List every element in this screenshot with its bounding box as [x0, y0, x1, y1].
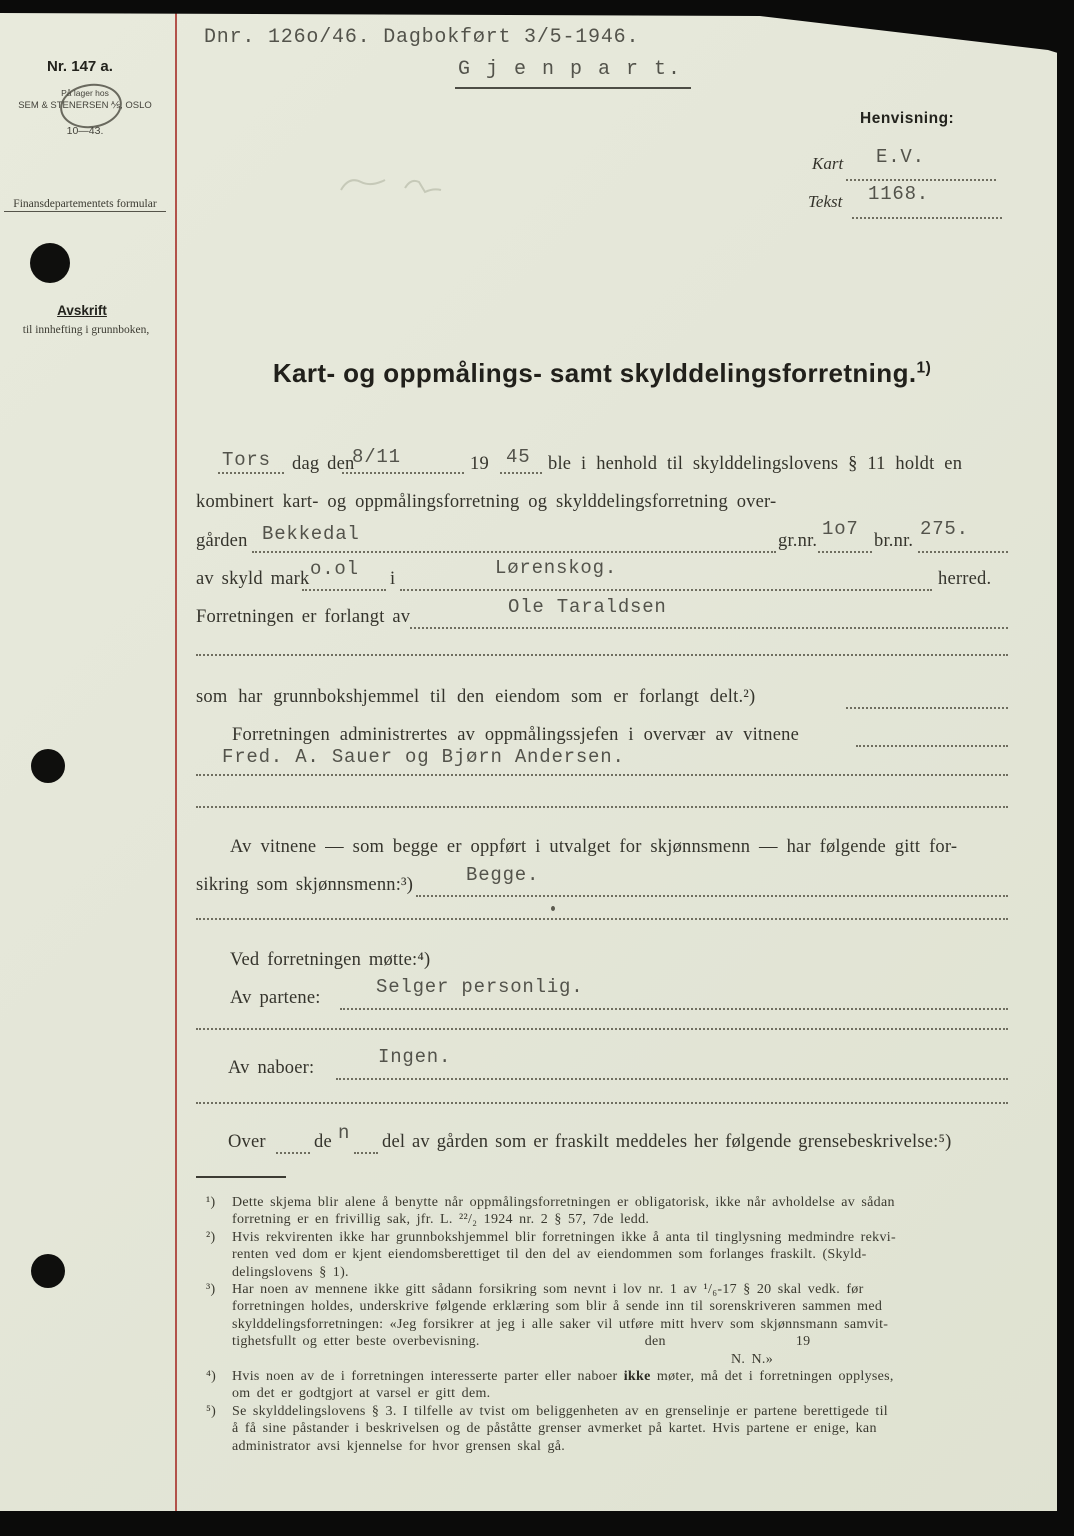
footnote-line: administrator avsi kjennelse for hvor grensen skal gå. [232, 1438, 566, 1454]
reference-tekst-value: 1168. [868, 183, 930, 205]
reference-kart-label: Kart [812, 154, 844, 173]
footnote-line: Har noen av mennene ikke gitt sådann forsikring som nevnt i lov nr. 1 av ¹/₆-17 § 20 skal vedk. før [232, 1282, 864, 1298]
reference-kart-line [846, 179, 996, 181]
witnesses-line [196, 774, 1008, 776]
punch-hole [31, 749, 65, 783]
field-skyld-line [302, 589, 386, 591]
footnote-separator [196, 1176, 286, 1178]
footnote-4 [196, 1368, 1014, 1385]
footnote-bold-word: ikke [623, 1369, 651, 1385]
footnote-3 [196, 1281, 1014, 1298]
footnote-line: forretningen holdes, underskrive følgende erklæring som blir å sende inn til sorenskriveren sammen med [232, 1299, 883, 1315]
field-year-printed: 19 [470, 454, 489, 474]
intro-line1-rest: ble i henhold til skylddelingslovens § 11 holdt en [548, 454, 963, 474]
field-grnr-label: gr.nr. [778, 531, 818, 551]
field-year-value: 45 [506, 446, 531, 468]
copy-sublabel: til innhefting i grunnboken, [22, 324, 150, 336]
copy-label: Avskrift [57, 303, 107, 318]
field-grnr-value: 1o7 [822, 518, 859, 540]
scan-edge-top [0, 0, 1074, 60]
printer-imprint-line1: På lager hos [61, 88, 109, 98]
empty-fill-line [196, 806, 1008, 808]
page-title [196, 358, 1008, 389]
field-requested-line [410, 627, 1008, 629]
partene-value: Selger personlig. [376, 976, 584, 998]
print-code: 10—43. [66, 125, 104, 137]
empty-fill-line [196, 918, 1008, 920]
punch-hole [31, 1254, 65, 1288]
field-herred-value: Lørenskog. [495, 557, 618, 579]
field-skyld-value: o.ol [310, 558, 359, 580]
naboer-fill-line [336, 1078, 1008, 1080]
intro-line2: kombinert kart- og oppmålingsforretning og skylddelingsforretning over- [196, 492, 777, 512]
field-day-value: Tors [222, 449, 271, 471]
hjemmel-fill-line [846, 707, 1008, 709]
footnote-3-closing [196, 1333, 1014, 1350]
footnote-3-signature: N. N.» [731, 1351, 774, 1367]
field-brnr-value: 275. [920, 518, 969, 540]
vitnene-fill-line [416, 895, 1008, 897]
form-number: Nr. 147 a. [47, 58, 113, 75]
partene-label: Av partene: [230, 988, 321, 1008]
footnote-line: om det er godtgjort at varsel er gitt dem. [232, 1386, 491, 1402]
footnote-3-marker: ³) [206, 1282, 216, 1298]
field-date-value: 8/11 [352, 446, 401, 468]
over-label: Over [228, 1132, 266, 1152]
admin-fill-line [856, 745, 1008, 747]
printer-imprint-line2: SEM & STENERSEN ⅍, OSLO [18, 100, 152, 111]
ink-speck [551, 906, 555, 911]
footnote-5 [196, 1403, 1014, 1420]
footnote-5-marker: ⁵) [206, 1403, 217, 1419]
page-title-text: Kart- og oppmålings- samt skylddelingsforretning. [272, 358, 917, 388]
field-skyld-label: av skyld mark [196, 569, 310, 589]
hjemmel-line: som har grunnbokshjemmel til den eiendom som er forlangt delt.²) [196, 687, 756, 707]
field-year-line [500, 472, 542, 474]
footnote-4-marker: ⁴) [206, 1369, 217, 1385]
naboer-value: Ingen. [378, 1046, 452, 1068]
scan-edge-bottom [0, 1511, 1074, 1536]
page-title-footnote-ref: 1) [916, 359, 932, 377]
admin-line: Forretningen administrertes av oppmålingssjefen i overvær av vitnene [232, 725, 799, 745]
field-requested-value: Ole Taraldsen [508, 596, 667, 618]
footnote-2 [196, 1229, 1014, 1246]
over-fill-line2 [354, 1152, 378, 1154]
field-i-label: i [390, 569, 396, 589]
vitnene-line1: Av vitnene — som begge er oppført i utvalget for skjønnsmenn — har følgende gitt for- [230, 837, 958, 857]
footnote-line: forretning er en frivillig sak, jfr. L. ²²/₂ 1924 nr. 2 § 57, 7de ledd. [232, 1212, 650, 1228]
field-garden-line [252, 551, 776, 553]
copy-heading: G j e n p a r t. [458, 58, 683, 81]
vitnene-line2: sikring som skjønnsmenn:³) [196, 875, 414, 895]
empty-fill-line [196, 1102, 1008, 1104]
department-label: Finansdepartementets formular [4, 198, 166, 212]
footnote-line: renten ved dom er kjent eiendomsberettiget til den del av eiendommen som forlanges fraskilt. (Skyld- [232, 1247, 867, 1263]
naboer-label: Av naboer: [228, 1058, 315, 1078]
footnote-line: tighetsfullt og etter beste overbevisning. [232, 1334, 480, 1350]
field-garden-value: Bekkedal [262, 523, 360, 545]
over-fill-line1 [276, 1152, 310, 1154]
footnote-line: å få sine påstander i beskrivelsen og de påståtte grenser avmerket på kartet. Hvis partene er enige, kan [232, 1421, 877, 1437]
copy-heading-underline [455, 87, 691, 89]
footnote-line: Dette skjema blir alene å benytte når oppmålingsforretningen er obligatorisk, ikke når avholdelse av sådan [232, 1195, 895, 1210]
footnotes-block [196, 1194, 1014, 1455]
over-de-label: de [314, 1132, 332, 1152]
field-grnr-line [818, 551, 872, 553]
footnote-line: møter, må det i forretningen opplyses, [650, 1369, 894, 1385]
empty-fill-line [196, 1028, 1008, 1030]
footnote-1 [196, 1194, 1014, 1211]
field-herred-line [400, 589, 932, 591]
footnote-line: skylddelingsforretningen: «Jeg forsikrer at jeg i alle saker vil utføre mitt hverv som skjønnsmann samvit- [232, 1316, 889, 1332]
pencil-annotation [335, 162, 505, 207]
reference-kart-value: E.V. [876, 146, 925, 168]
field-date-line [342, 472, 464, 474]
moette-line: Ved forretningen møtte:⁴) [230, 950, 431, 970]
punch-hole [30, 243, 70, 283]
margin-rule [175, 13, 177, 1512]
field-day-line [218, 472, 284, 474]
footnote-line: Hvis rekvirenten ikke har grunnbokshjemmel blir forretningen ikke å anta til tinglysning medmindre rekvi- [232, 1229, 896, 1245]
footnote-line: Hvis noen av de i forretningen interesserte parter eller naboer [232, 1369, 624, 1385]
reference-tekst-label: Tekst [808, 192, 843, 211]
partene-fill-line [340, 1008, 1008, 1010]
field-garden-label: gården [196, 531, 248, 551]
field-herred-label: herred. [938, 569, 992, 589]
reference-tekst-line [852, 217, 1002, 219]
over-rest: del av gården som er fraskilt meddeles her følgende grensebeskrivelse:⁵) [382, 1132, 952, 1152]
footnote-2-marker: ²) [206, 1229, 216, 1245]
scan-edge-right [1057, 0, 1074, 1536]
over-value: n [338, 1122, 351, 1144]
field-brnr-label: br.nr. [874, 531, 914, 551]
footnote-line: delingslovens § 1). [232, 1264, 349, 1280]
vitnene-value: Begge. [466, 864, 540, 886]
journal-number-line: Dnr. 126o/46. Dagbokført 3/5-1946. [204, 26, 640, 49]
field-requested-label: Forretningen er forlangt av [196, 607, 411, 627]
footnote-den-label: den [644, 1334, 666, 1350]
field-brnr-line [918, 551, 1008, 553]
reference-title: Henvisning: [860, 110, 955, 127]
empty-fill-line [196, 654, 1008, 656]
field-day-label: dag den [292, 454, 355, 474]
witnesses-value: Fred. A. Sauer og Bjørn Andersen. [222, 746, 625, 768]
footnote-line: Se skylddelingslovens § 3. I tilfelle av tvist om beliggenheten av en grenselinje er partene berettigede til [232, 1403, 888, 1419]
footnote-1-marker: ¹) [206, 1195, 216, 1210]
footnote-year-label: 19 [795, 1334, 811, 1350]
